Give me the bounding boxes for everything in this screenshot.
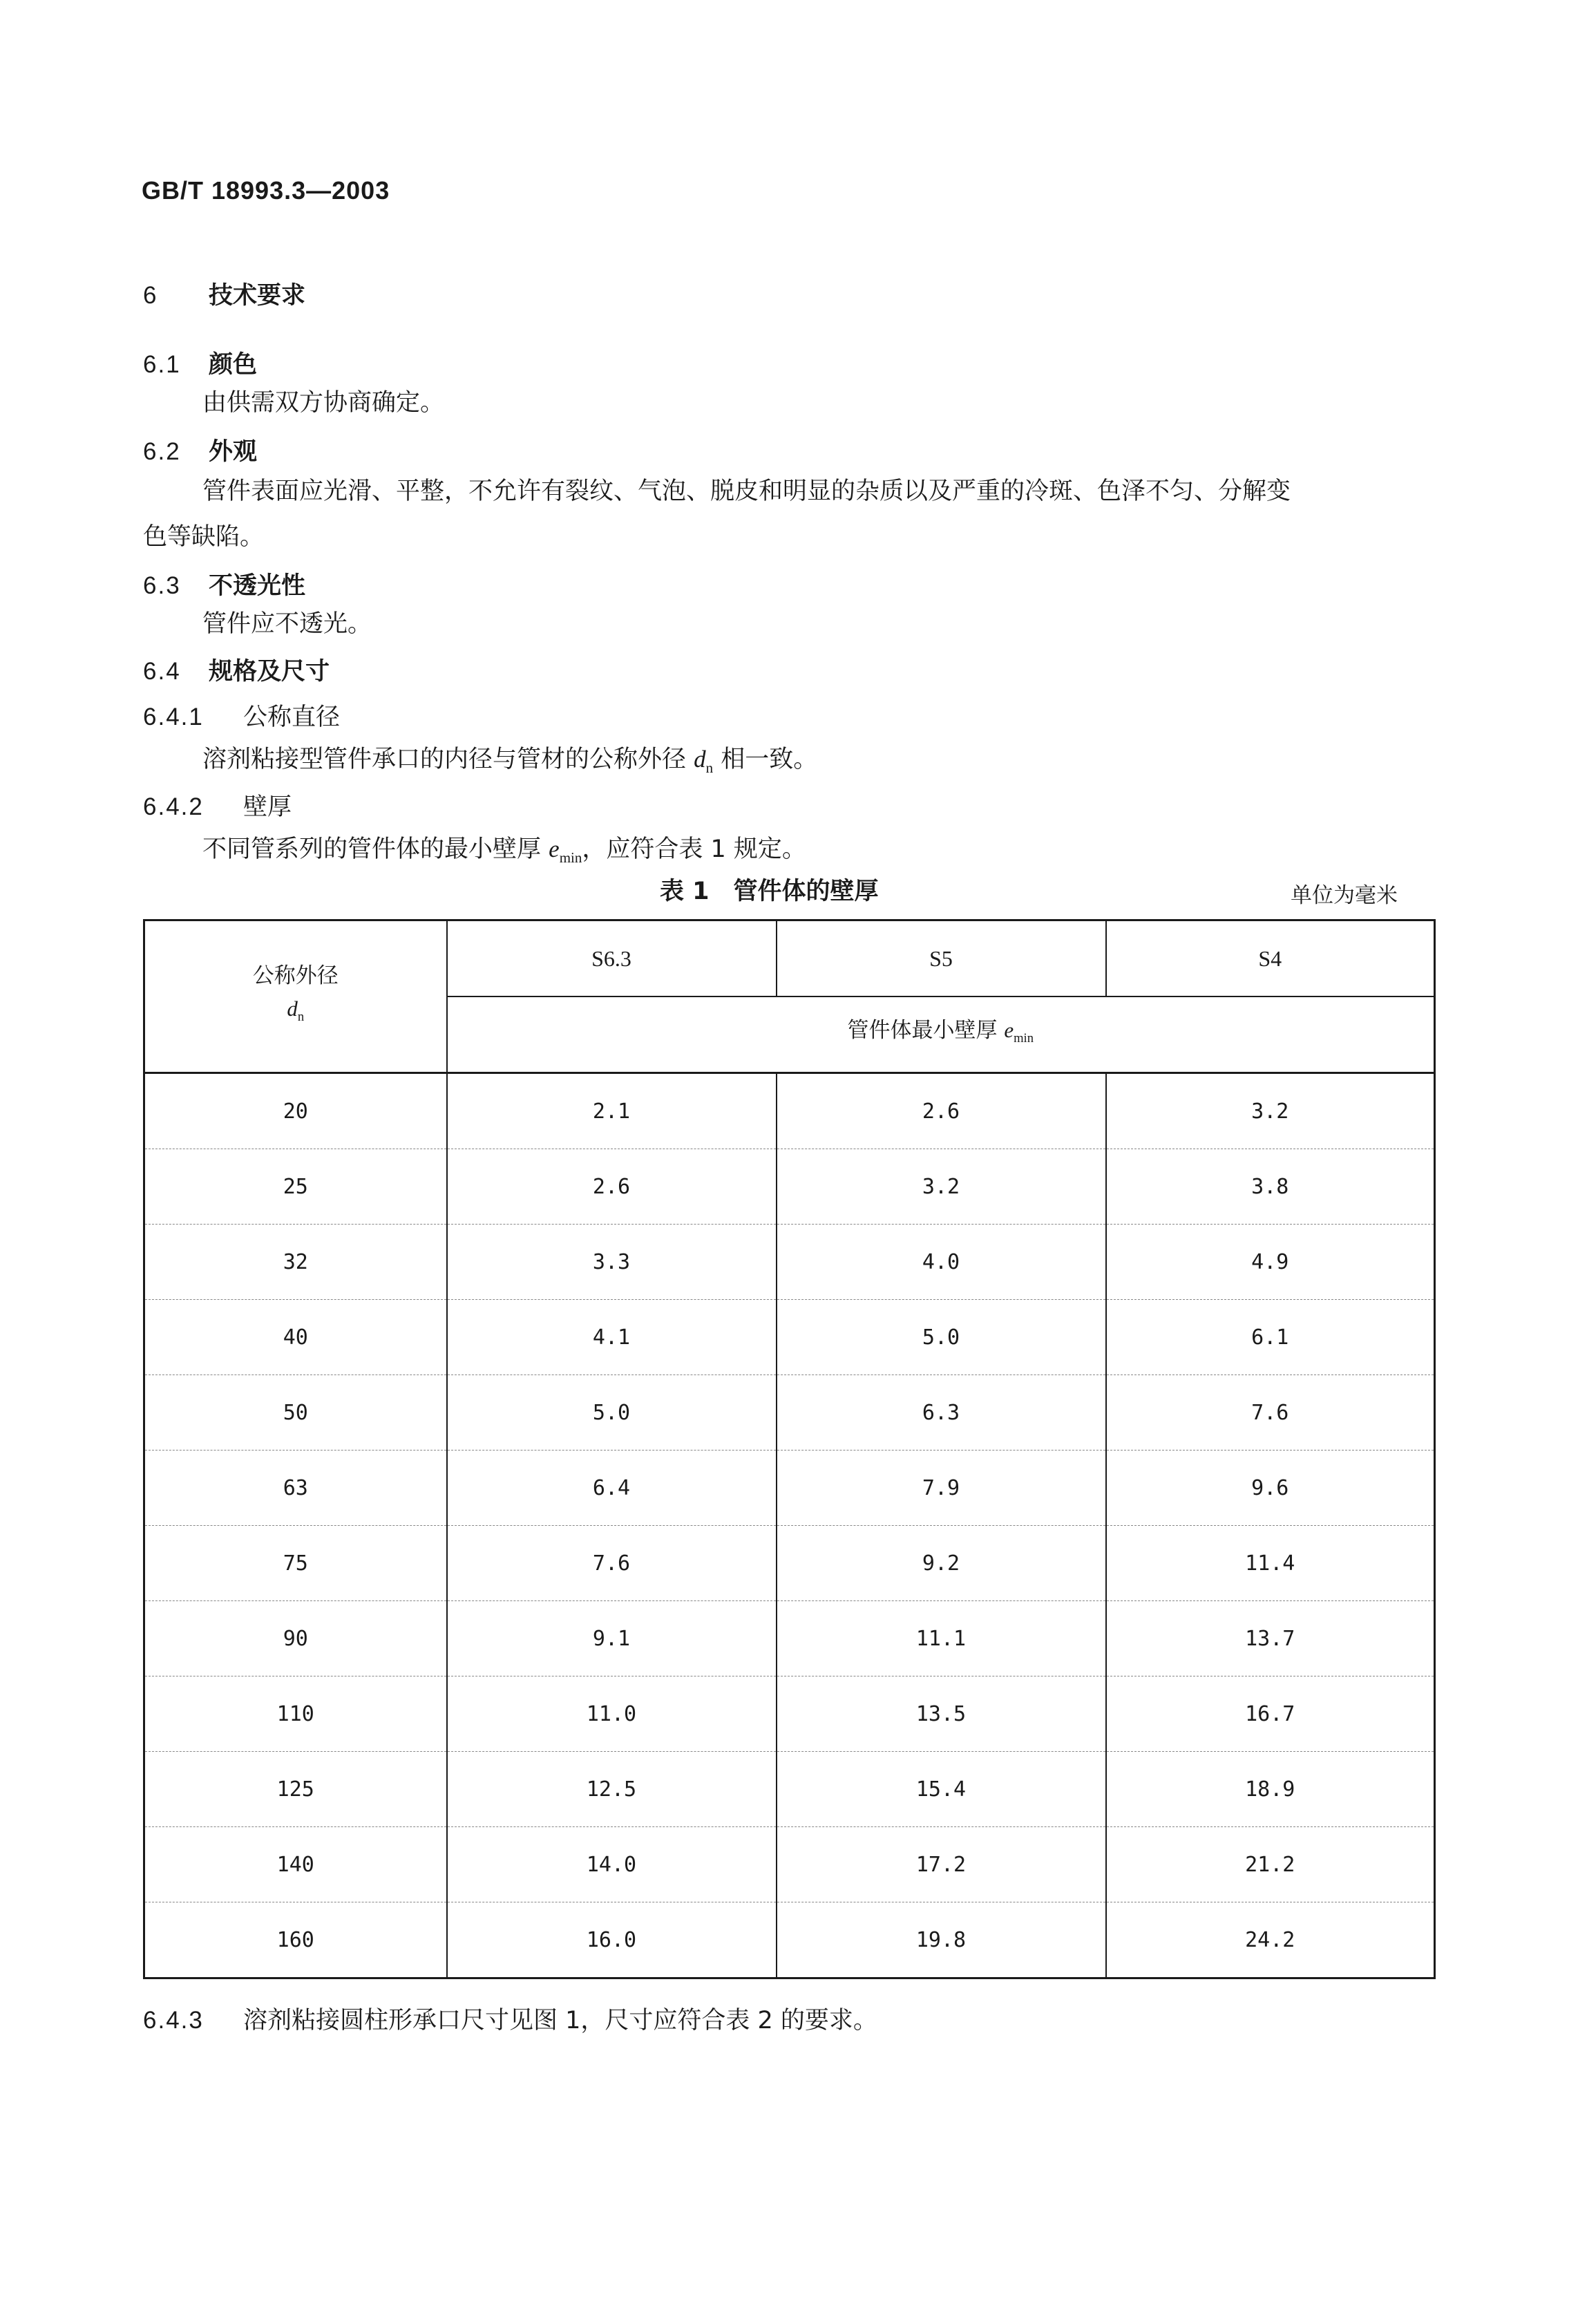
cell-thickness: 13.7: [1106, 1601, 1435, 1676]
header-dn-symbol: $d_n$: [287, 996, 305, 1025]
clause-title: 颜色: [209, 351, 258, 379]
clause-6-1-heading: [143, 346, 257, 380]
cell-thickness: 7.6: [1106, 1375, 1435, 1451]
cell-thickness: 11.1: [777, 1601, 1106, 1676]
section-title: 技术要求: [209, 282, 306, 310]
table-row: [144, 1225, 1435, 1300]
cell-thickness: 24.2: [1106, 1902, 1435, 1978]
clause-title: 外观: [209, 438, 258, 466]
table-row: [144, 1827, 1435, 1902]
cell-thickness: 5.0: [447, 1375, 777, 1451]
table-row: [144, 1149, 1435, 1225]
cell-dn: 125: [144, 1752, 447, 1827]
clause-number: 6.4.3: [143, 2007, 204, 2034]
cell-thickness: 13.5: [777, 1676, 1106, 1752]
clause-text: 溶剂粘接圆柱形承口尺寸见图 1，尺寸应符合表 2 的要求。: [243, 2007, 877, 2034]
table-row: [144, 1451, 1435, 1526]
symbol-emin: $e_{min}$: [1004, 1017, 1034, 1046]
cell-thickness: 12.5: [447, 1752, 777, 1827]
table-row: [144, 1902, 1435, 1978]
cell-thickness: 9.6: [1106, 1451, 1435, 1526]
clause-title: 规格及尺寸: [209, 658, 330, 686]
series-header-s5: S5: [777, 920, 1106, 997]
cell-thickness: 11.4: [1106, 1526, 1435, 1601]
cell-dn: 90: [144, 1601, 447, 1676]
table-unit: 单位为毫米: [1291, 883, 1398, 908]
clause-6-4-2-heading: [143, 788, 292, 822]
cell-thickness: 2.6: [447, 1149, 777, 1225]
cell-thickness: 18.9: [1106, 1752, 1435, 1827]
clause-title: 壁厚: [243, 793, 292, 821]
cell-thickness: 17.2: [777, 1827, 1106, 1902]
subheader-min-wall: [447, 996, 1435, 1073]
cell-thickness: 16.7: [1106, 1676, 1435, 1752]
symbol-emin: $e_{min}$: [549, 835, 582, 866]
cell-dn: 140: [144, 1827, 447, 1902]
clause-6-2-text-line2: 色等缺陷。: [143, 523, 265, 551]
cell-thickness: 9.2: [777, 1526, 1106, 1601]
cell-thickness: 21.2: [1106, 1827, 1435, 1902]
clause-title: 公称直径: [243, 703, 341, 731]
clause-number: 6.1: [143, 351, 181, 378]
cell-thickness: 3.8: [1106, 1149, 1435, 1225]
clause-6-2-text-line1: 管件表面应光滑、平整，不允许有裂纹、气泡、脱皮和明显的杂质以及严重的冷斑、色泽不匀、分解变: [202, 478, 1291, 505]
clause-6-3-heading: [143, 567, 305, 601]
clause-6-4-3: [143, 2001, 877, 2036]
header-dn-label: 公称外径: [252, 963, 339, 988]
clause-6-4-heading: [143, 652, 330, 687]
cell-thickness: 4.0: [777, 1225, 1106, 1300]
subheader-label: 管件体最小壁厚: [847, 1017, 998, 1043]
cell-thickness: 19.8: [777, 1902, 1106, 1978]
clause-6-2-heading: [143, 433, 257, 467]
cell-thickness: 6.4: [447, 1451, 777, 1526]
table-row: [144, 1073, 1435, 1149]
cell-dn: 75: [144, 1526, 447, 1601]
text-segment: 不同管系列的管件体的最小壁厚: [202, 835, 542, 863]
wall-thickness-table: [143, 919, 1436, 1979]
table-header-row: [144, 920, 1435, 997]
section-number: 6: [143, 282, 158, 309]
clause-6-4-1-text: [202, 737, 817, 791]
cell-thickness: 5.0: [777, 1300, 1106, 1375]
text-segment: 溶剂粘接型管件承口的内径与管材的公称外径: [202, 746, 687, 773]
cell-dn: 50: [144, 1375, 447, 1451]
cell-thickness: 11.0: [447, 1676, 777, 1752]
cell-thickness: 2.6: [777, 1073, 1106, 1149]
table-row: [144, 1752, 1435, 1827]
header-dn-cell: [144, 920, 447, 1073]
cell-thickness: 3.3: [447, 1225, 777, 1300]
cell-thickness: 2.1: [447, 1073, 777, 1149]
cell-thickness: 6.3: [777, 1375, 1106, 1451]
cell-thickness: 6.1: [1106, 1300, 1435, 1375]
cell-thickness: 16.0: [447, 1902, 777, 1978]
standard-code: GB/T 18993.3—2003: [142, 176, 390, 205]
cell-thickness: 7.9: [777, 1451, 1106, 1526]
cell-thickness: 14.0: [447, 1827, 777, 1902]
clause-number: 6.4: [143, 658, 181, 685]
cell-thickness: 3.2: [777, 1149, 1106, 1225]
table-row: [144, 1676, 1435, 1752]
cell-dn: 32: [144, 1225, 447, 1300]
table-caption: 表 1 管件体的壁厚: [660, 878, 879, 905]
cell-thickness: 7.6: [447, 1526, 777, 1601]
cell-dn: 110: [144, 1676, 447, 1752]
section-heading: [143, 276, 305, 311]
cell-thickness: 4.9: [1106, 1225, 1435, 1300]
series-header-s6-3: S6.3: [447, 920, 777, 997]
clause-6-4-1-heading: [143, 698, 340, 733]
cell-thickness: 9.1: [447, 1601, 777, 1676]
table-row: [144, 1526, 1435, 1601]
clause-6-1-text: 由供需双方协商确定。: [202, 389, 445, 417]
symbol-dn: $d_n$: [694, 746, 714, 776]
cell-thickness: 4.1: [447, 1300, 777, 1375]
cell-dn: 63: [144, 1451, 447, 1526]
text-segment: ，应符合表 1 规定。: [582, 835, 806, 863]
clause-number: 6.2: [143, 438, 181, 465]
cell-dn: 40: [144, 1300, 447, 1375]
clause-title: 不透光性: [209, 572, 306, 600]
text-segment: 相一致。: [721, 746, 818, 773]
cell-thickness: 15.4: [777, 1752, 1106, 1827]
clause-6-3-text: 管件应不透光。: [202, 610, 372, 638]
table-row: [144, 1375, 1435, 1451]
cell-dn: 160: [144, 1902, 447, 1978]
clause-number: 6.4.1: [143, 703, 204, 730]
table-row: [144, 1601, 1435, 1676]
cell-thickness: 3.2: [1106, 1073, 1435, 1149]
cell-dn: 20: [144, 1073, 447, 1149]
clause-number: 6.3: [143, 572, 181, 599]
cell-dn: 25: [144, 1149, 447, 1225]
series-header-s4: S4: [1106, 920, 1435, 997]
clause-number: 6.4.2: [143, 793, 204, 820]
table-row: [144, 1300, 1435, 1375]
